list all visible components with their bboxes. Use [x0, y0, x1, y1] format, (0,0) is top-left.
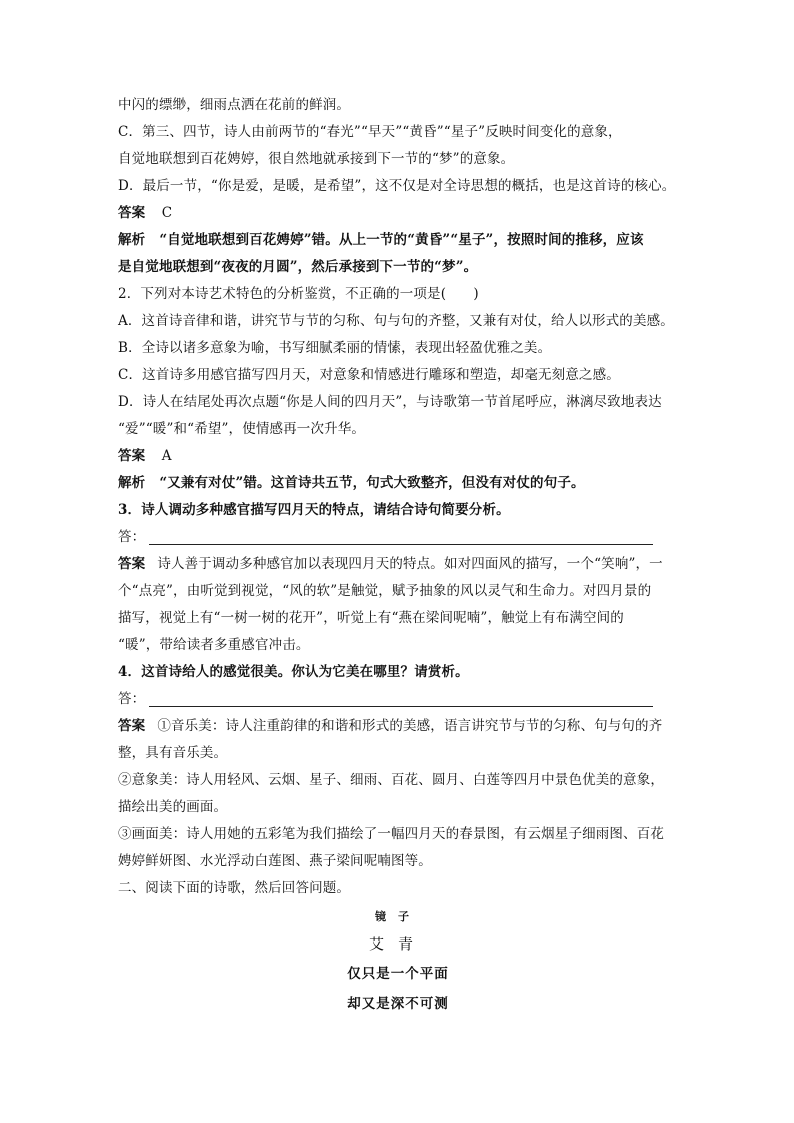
answer-text: 诗人善于调动多种感官加以表现四月天的特点。如对四面风的描写，一个“笑响”，一: [157, 556, 663, 572]
q1-analysis-line-2: 是自觉地联想到“夜夜的月圆”，然后承接到下一节的“梦”。: [118, 259, 478, 275]
analysis-text: “自觉地联想到百花娉婷”错。从上一节的“黄昏”“星子”，按照时间的推移，应该: [159, 232, 644, 248]
document-page: [118, 92, 678, 1019]
q4-answer-line-3: ②意象美：诗人用轻风、云烟、星子、细雨、百花、圆月、白莲等四月中景色优美的意象，: [118, 772, 664, 788]
q3-answer-line-2: 个“点亮”，由听觉到视觉，“风的软”是触觉，赋予抽象的风以灵气和生命力。对四月景的: [118, 583, 652, 599]
option-d-line: D．最后一节，“你是爱，是暖，是希望”，这不仅是对全诗思想的概括，也是这首诗的核心。: [118, 178, 676, 194]
q2-option-c: C．这首诗多用感官描写四月天，对意象和情感进行雕琢和塑造，却毫无刻意之感。: [118, 367, 620, 383]
q4-answer-line-1: [118, 713, 678, 740]
section-heading: 二、阅读下面的诗歌，然后回答问题。: [118, 880, 351, 896]
answer-label: 答案: [118, 556, 146, 572]
analysis-label: 解析: [118, 475, 146, 491]
answer-blank[interactable]: [149, 527, 653, 545]
q3-question: 3．诗人调动多种感官描写四月天的特点，请结合诗句简要分析。: [118, 502, 510, 518]
q3-answer-line-4: “暖”，带给读者多重感官冲击。: [118, 637, 310, 653]
analysis-text: “又兼有对仗”错。这首诗共五节，句式大致整齐，但没有对仗的句子。: [159, 475, 585, 491]
blank-label: 答：: [118, 529, 146, 545]
text-line: 中闪的缥缈，细雨点洒在花前的鲜润。: [118, 97, 351, 113]
poem-title: 镜子: [375, 910, 421, 923]
blank-label: 答：: [118, 691, 146, 707]
q1-analysis-line-1: [118, 227, 678, 254]
q4-question: 4．这首诗给人的感觉很美。你认为它美在哪里？请赏析。: [118, 664, 469, 680]
q3-answer-blank-row: [118, 524, 678, 551]
poem-author: 艾青: [368, 935, 427, 953]
option-c-line-1: C．第三、四节，诗人由前两节的“春光”“早天”“黄昏”“星子”反映时间变化的意象，: [118, 124, 622, 140]
q4-answer-line-5: ③画面美：诗人用她的五彩笔为我们描绘了一幅四月天的春景图，有云烟星子细雨图、百花: [118, 826, 664, 842]
answer-value: C: [161, 205, 173, 221]
answer-label: 答案: [118, 448, 146, 464]
answer-label: 答案: [118, 205, 146, 221]
q2-option-a: A．这首诗音律和谐，讲究节与节的匀称、句与句的齐整，又兼有对仗，给人以形式的美感。: [118, 313, 674, 329]
q4-answer-line-2: 整，具有音乐美。: [118, 745, 228, 761]
answer-value: A: [161, 448, 172, 464]
q4-answer-line-4: 描绘出美的画面。: [118, 799, 228, 815]
poem-line: 仅只是一个平面: [347, 966, 449, 982]
q2-question: 2．下列对本诗艺术特色的分析鉴赏，不正确的一项是( ): [118, 286, 479, 302]
q3-answer-line-1: [118, 551, 678, 578]
q1-answer: [118, 200, 678, 227]
q2-option-d-2: “爱”“暖”和“希望”，使情感再一次升华。: [118, 421, 366, 437]
analysis-label: 解析: [118, 232, 146, 248]
option-c-line-2: 自觉地联想到百花娉婷，很自然地就承接到下一节的“梦”的意象。: [118, 151, 515, 167]
q4-answer-line-6: 娉婷鲜妍图、水光浮动白莲图、燕子梁间呢喃图等。: [118, 853, 432, 869]
q2-option-b: B．全诗以诸多意象为喻，书写细腻柔丽的情愫，表现出轻盈优雅之美。: [118, 340, 552, 356]
answer-label: 答案: [118, 718, 146, 734]
q2-analysis: [118, 470, 678, 497]
answer-text: ①音乐美：诗人注重韵律的和谐和形式的美感，语言讲究节与节的匀称、句与句的齐: [157, 718, 663, 734]
poem: [118, 902, 678, 1019]
poem-line: 却又是深不可测: [347, 996, 449, 1012]
q2-answer: [118, 443, 678, 470]
q3-answer-line-3: 描写，视觉上有“一树一树的花开”，听觉上有“燕在梁间呢喃”，触觉上有布满空间的: [118, 610, 624, 626]
q4-answer-blank-row: [118, 686, 678, 713]
q2-option-d-1: D．诗人在结尾处再次点题“你是人间的四月天”，与诗歌第一节首尾呼应，淋漓尽致地表达: [118, 394, 662, 410]
answer-blank[interactable]: [149, 689, 653, 707]
